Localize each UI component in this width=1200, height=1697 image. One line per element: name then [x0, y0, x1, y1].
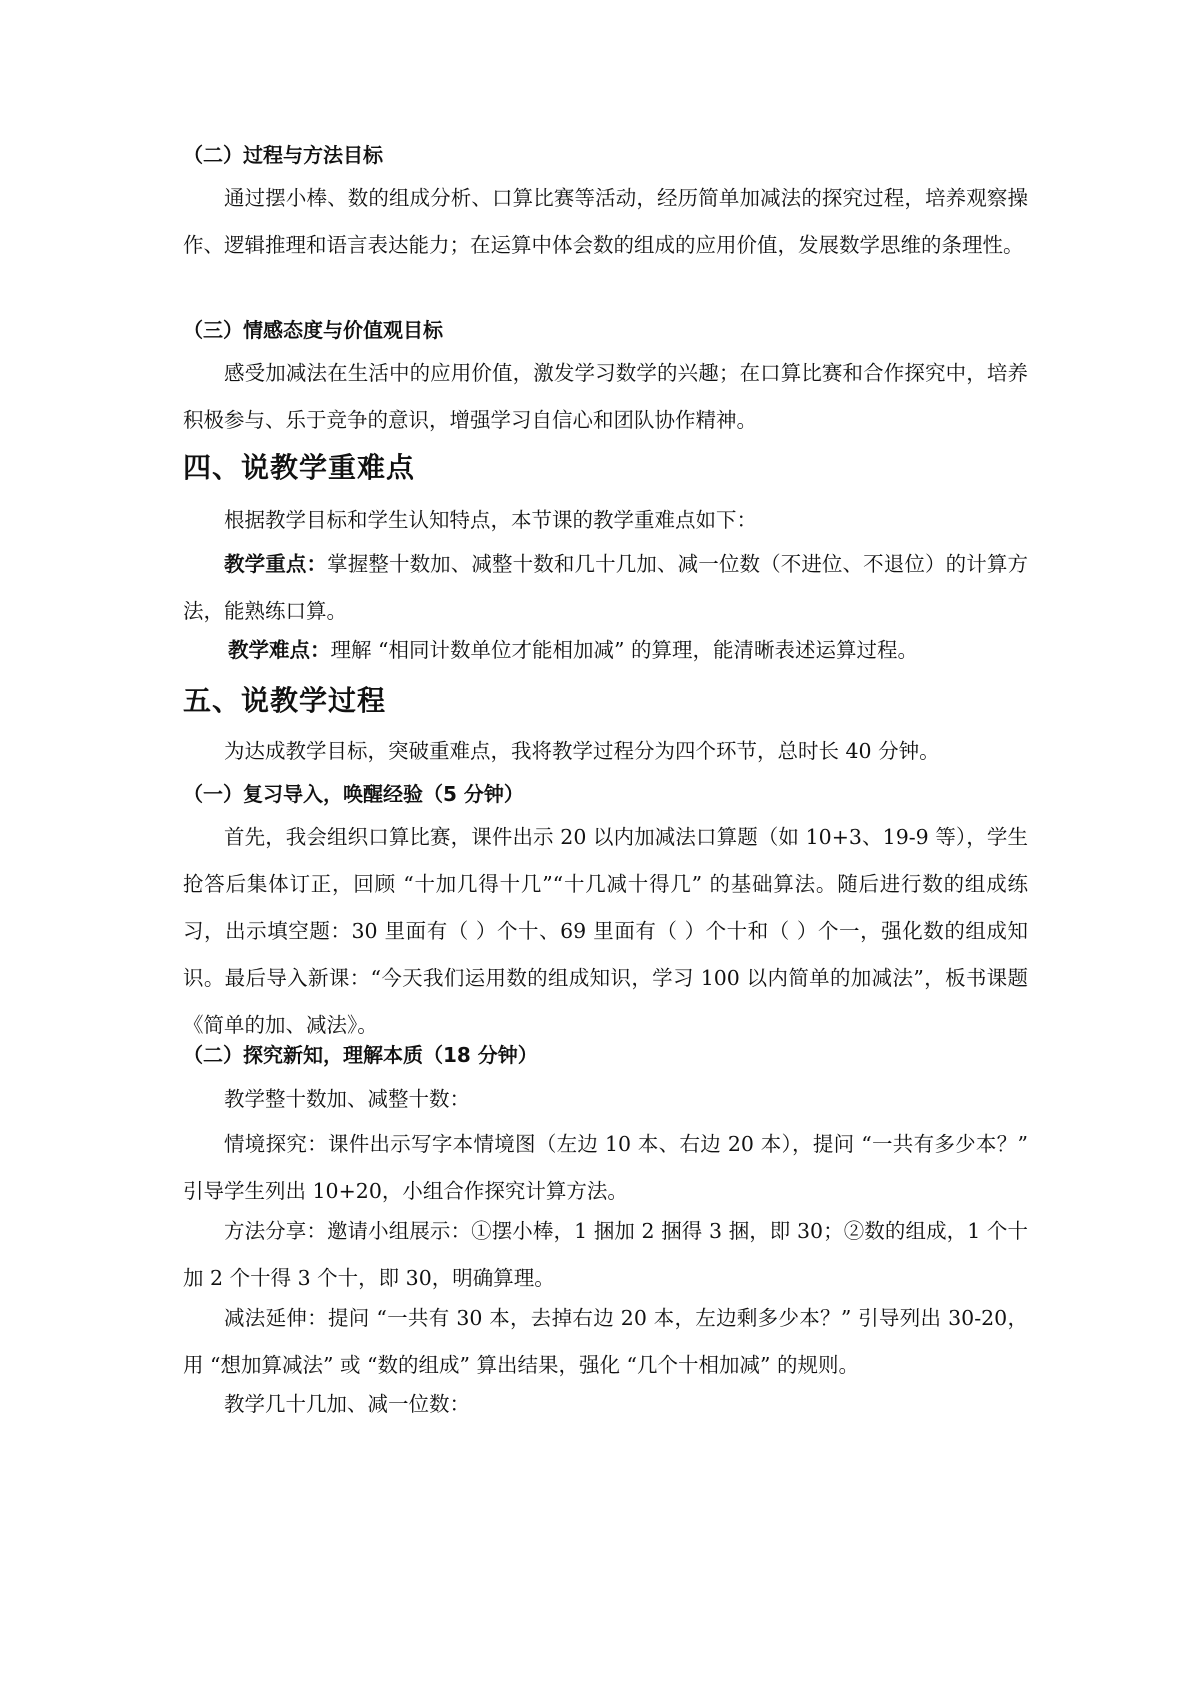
process-method-goal-text: 通过摆小棒、数的组成分析、口算比赛等活动，经历简单加减法的探究过程，培养观察操作、逻辑推理和语言表达能力；在运算中体会数的组成的应用价值，发展数学思维的条理性。 — [183, 186, 1028, 257]
emotion-value-goal-heading: （三）情感态度与价值观目标 — [183, 318, 443, 342]
explore-scenario-text: 情境探究：课件出示写字本情境图（左边 10 本、右边 20 本），提问 “一共有多少本？” 引导学生列出 10+20，小组合作探究计算方法。 — [183, 1132, 1028, 1203]
review-intro-text: 首先，我会组织口算比赛，课件出示 20 以内加减法口算题（如 10+3、19-9 等），学生抢答后集体订正，回顾 “十加几得十几”“十几减十得几” 的基础算法。随后进行数的组成练习，出示填空题：30 里面有（ ）个十、69 里面有（ ）个十和（ ）个一，强化数的组成知识。最后导入新课：“今天我们运用数的组成知识，学习 100 以内简单的加减法”，板书课题《简单的加、减法》。 — [183, 825, 1028, 1037]
explore-two-digit-intro: 教学几十几加、减一位数： — [224, 1392, 470, 1416]
teaching-key-text: 掌握整十数加、减整十数和几十几加、减一位数（不进位、不退位）的计算方法，能熟练口算。 — [183, 552, 1028, 623]
teaching-difficult-text: 理解 “相同计数单位才能相加减” 的算理，能清晰表述运算过程。 — [330, 638, 918, 662]
section-five-title: 五、说教学过程 — [183, 684, 387, 717]
explore-subtraction-text: 减法延伸：提问 “一共有 30 本，去掉右边 20 本，左边剩多少本？” 引导列出 30-20，用 “想加算减法” 或 “数的组成” 算出结果，强化 “几个十相加减” 的规则。 — [183, 1306, 1028, 1377]
explore-new-heading: （二）探究新知，理解本质（18 分钟） — [183, 1043, 538, 1067]
section-five-intro: 为达成教学目标，突破重难点，我将教学过程分为四个环节，总时长 40 分钟。 — [224, 739, 940, 763]
teaching-difficult-point — [228, 636, 918, 664]
explore-whole-tens-intro: 教学整十数加、减整十数： — [224, 1087, 470, 1111]
process-method-goal-heading: （二）过程与方法目标 — [183, 143, 383, 167]
teaching-key-label: 教学重点： — [224, 552, 328, 576]
teaching-difficult-label: 教学难点： — [228, 638, 331, 662]
emotion-value-goal-text: 感受加减法在生活中的应用价值，激发学习数学的兴趣；在口算比赛和合作探究中，培养积极参与、乐于竞争的意识，增强学习自信心和团队协作精神。 — [183, 361, 1028, 432]
explore-method-share-text: 方法分享：邀请小组展示：①摆小棒，1 捆加 2 捆得 3 捆，即 30；②数的组成，1 个十加 2 个十得 3 个十，即 30，明确算理。 — [183, 1219, 1028, 1290]
review-intro-heading: （一）复习导入，唤醒经验（5 分钟） — [183, 782, 524, 806]
teaching-key-point — [183, 541, 1028, 635]
section-four-title: 四、说教学重难点 — [183, 451, 416, 484]
section-four-intro: 根据教学目标和学生认知特点，本节课的教学重难点如下： — [224, 508, 757, 532]
